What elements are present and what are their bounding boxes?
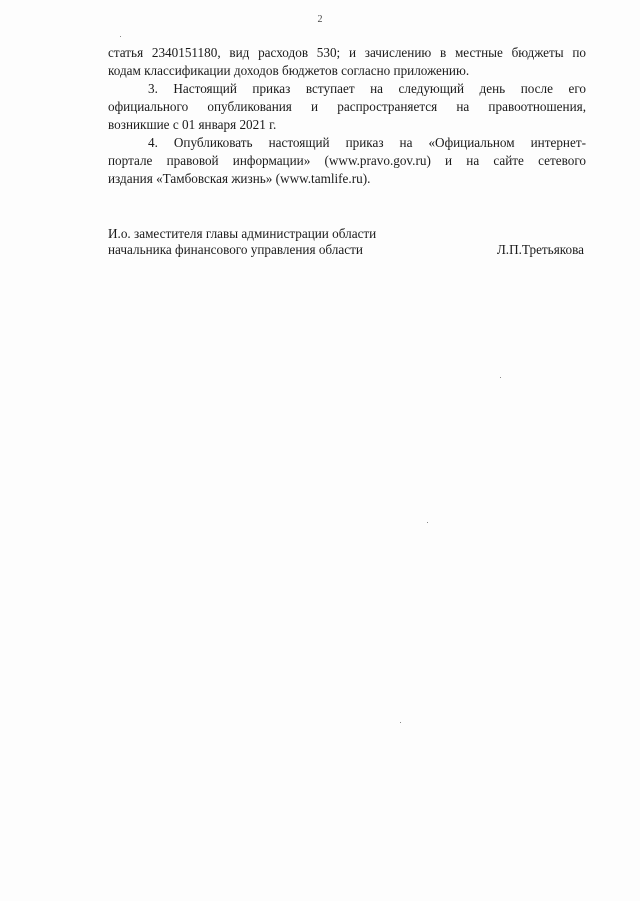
paragraph-line: портале правовой информации» (www.pravo.gov.ru) и на сайте сетевого	[108, 153, 586, 168]
paragraph-line: возникшие с 01 января 2021 г.	[108, 117, 277, 132]
signature-block	[108, 226, 586, 258]
paragraph-line: 3. Настоящий приказ вступает на следующий день после его	[148, 81, 586, 96]
scan-speck	[120, 36, 121, 37]
paragraph-line: издания «Тамбовская жизнь» (www.tamlife.ru).	[108, 171, 371, 186]
paragraph-line: официального опубликования и распространяется на правоотношения,	[108, 99, 586, 114]
signatory-position-line1: И.о. заместителя главы администрации области	[108, 226, 377, 241]
scan-speck	[500, 377, 501, 378]
paragraph-continuation	[108, 44, 586, 80]
paragraph-line: статья 2340151180, вид расходов 530; и зачислению в местные бюджеты по	[108, 45, 586, 60]
signatory-position-line2: начальника финансового управления области	[108, 242, 363, 257]
signatory-name: Л.П.Третьякова	[496, 242, 584, 257]
paragraph-line: кодам классификации доходов бюджетов согласно приложению.	[108, 63, 470, 78]
paragraph-line: 4. Опубликовать настоящий приказ на «Официальном интернет-	[148, 135, 586, 150]
paragraph-4	[108, 134, 586, 188]
page-number: 2	[317, 14, 323, 25]
scan-speck	[400, 722, 401, 723]
paragraph-3	[108, 80, 586, 134]
scan-speck	[427, 522, 428, 523]
